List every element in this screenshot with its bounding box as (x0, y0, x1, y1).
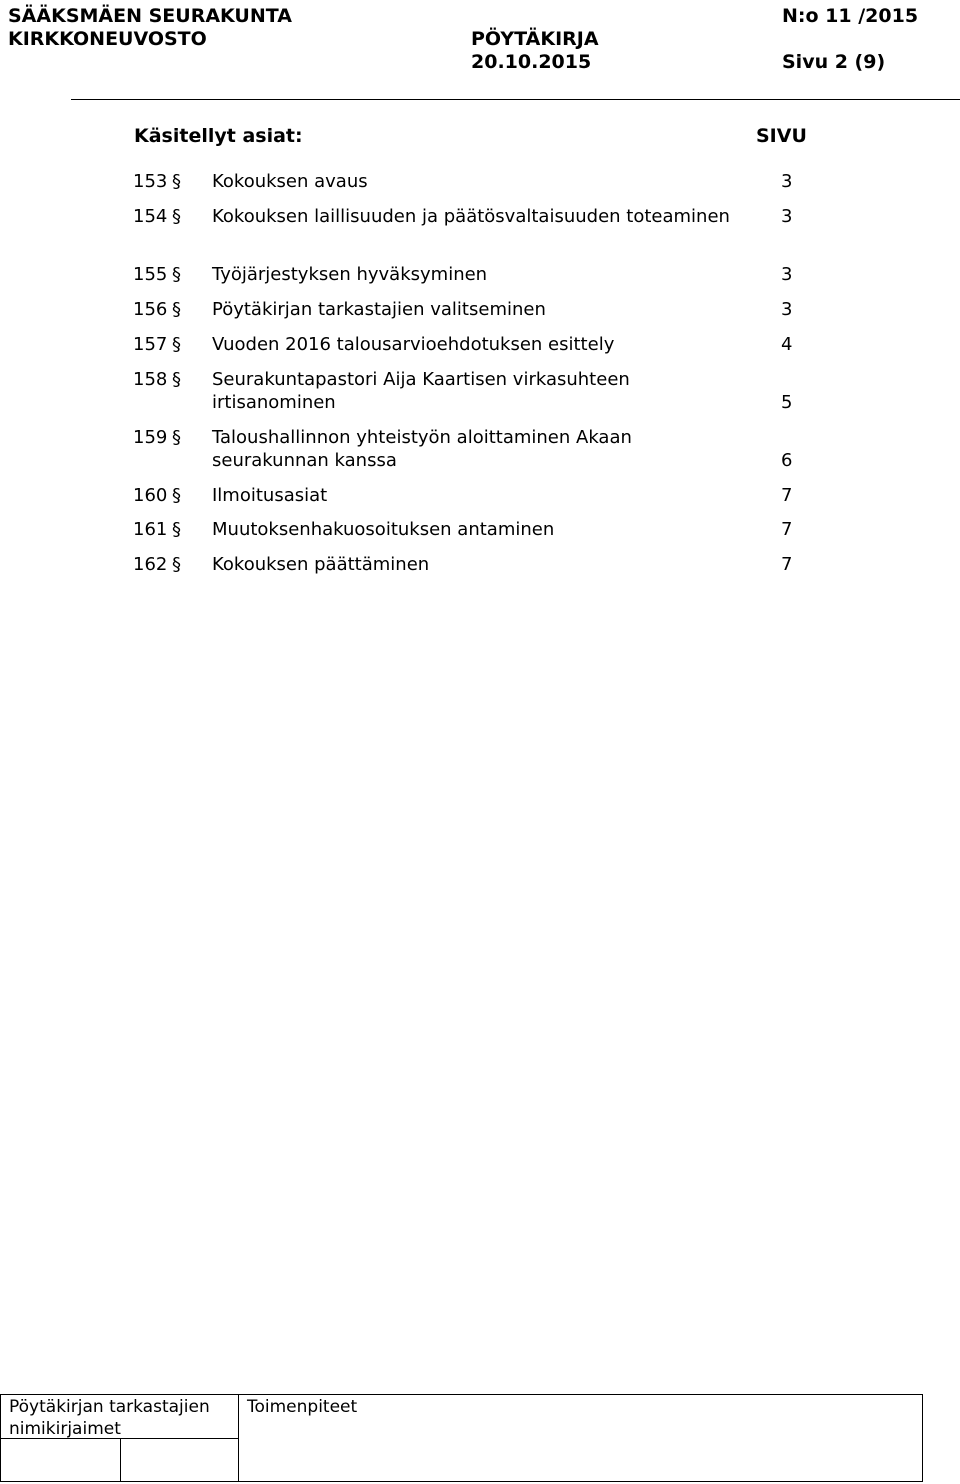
section-symbol: § (172, 485, 181, 506)
signatures-label: Pöytäkirjan tarkastajien nimikirjaimet (9, 1397, 210, 1439)
meeting-date: 20.10.2015 (471, 51, 592, 73)
footer-box (0, 1394, 923, 1482)
item-page: 7 (781, 554, 793, 575)
actions-label: Toimenpiteet (247, 1397, 358, 1417)
section-symbol: § (172, 299, 181, 320)
footer-vertical-divider (238, 1394, 239, 1482)
section-symbol: § (172, 171, 181, 192)
section-symbol: § (172, 427, 181, 448)
item-title: Kokouksen päättäminen (212, 554, 430, 575)
item-page: 3 (781, 171, 793, 192)
section-symbol: § (172, 206, 181, 227)
section-symbol: § (172, 264, 181, 285)
item-page: 3 (781, 299, 793, 320)
page-column-header: SIVU (756, 125, 807, 147)
item-number: 154 (133, 206, 168, 227)
contents-title: Käsitellyt asiat: (134, 125, 303, 147)
item-number: 162 (133, 554, 168, 575)
item-number: 155 (133, 264, 168, 285)
item-page: 5 (781, 392, 793, 413)
item-title: Taloushallinnon yhteistyön aloittaminen Akaan seurakunnan kanssa (212, 427, 632, 471)
item-page: 3 (781, 264, 793, 285)
item-number: 157 (133, 334, 168, 355)
section-symbol: § (172, 369, 181, 390)
item-number: 159 (133, 427, 168, 448)
section-symbol: § (172, 334, 181, 355)
item-title: Työjärjestyksen hyväksyminen (212, 264, 488, 285)
item-page: 4 (781, 334, 793, 355)
item-title: Seurakuntapastori Aija Kaartisen virkasuhteen irtisanominen (212, 369, 630, 413)
item-number: 158 (133, 369, 168, 390)
item-title: Vuoden 2016 talousarvioehdotuksen esittely (212, 334, 615, 355)
document-number: N:o 11 /2015 (782, 5, 919, 27)
item-number: 153 (133, 171, 168, 192)
item-title: Kokouksen avaus (212, 171, 368, 192)
item-title: Pöytäkirjan tarkastajien valitseminen (212, 299, 546, 320)
item-title: Muutoksenhakuosoituksen antaminen (212, 519, 555, 540)
item-title: Kokouksen laillisuuden ja päätösvaltaisuuden toteaminen (212, 206, 730, 227)
section-symbol: § (172, 519, 181, 540)
item-number: 156 (133, 299, 168, 320)
item-page: 7 (781, 485, 793, 506)
item-title: Ilmoitusasiat (212, 485, 328, 506)
section-symbol: § (172, 554, 181, 575)
document-type: PÖYTÄKIRJA (471, 28, 599, 50)
org-name: SÄÄKSMÄEN SEURAKUNTA (8, 5, 292, 27)
footer-initials-divider (120, 1438, 121, 1482)
item-page: 6 (781, 450, 793, 471)
item-page: 3 (781, 206, 793, 227)
council-name: KIRKKONEUVOSTO (8, 28, 207, 50)
item-number: 160 (133, 485, 168, 506)
page-indicator: Sivu 2 (9) (782, 51, 886, 73)
item-page: 7 (781, 519, 793, 540)
header-divider (71, 99, 960, 100)
item-number: 161 (133, 519, 168, 540)
